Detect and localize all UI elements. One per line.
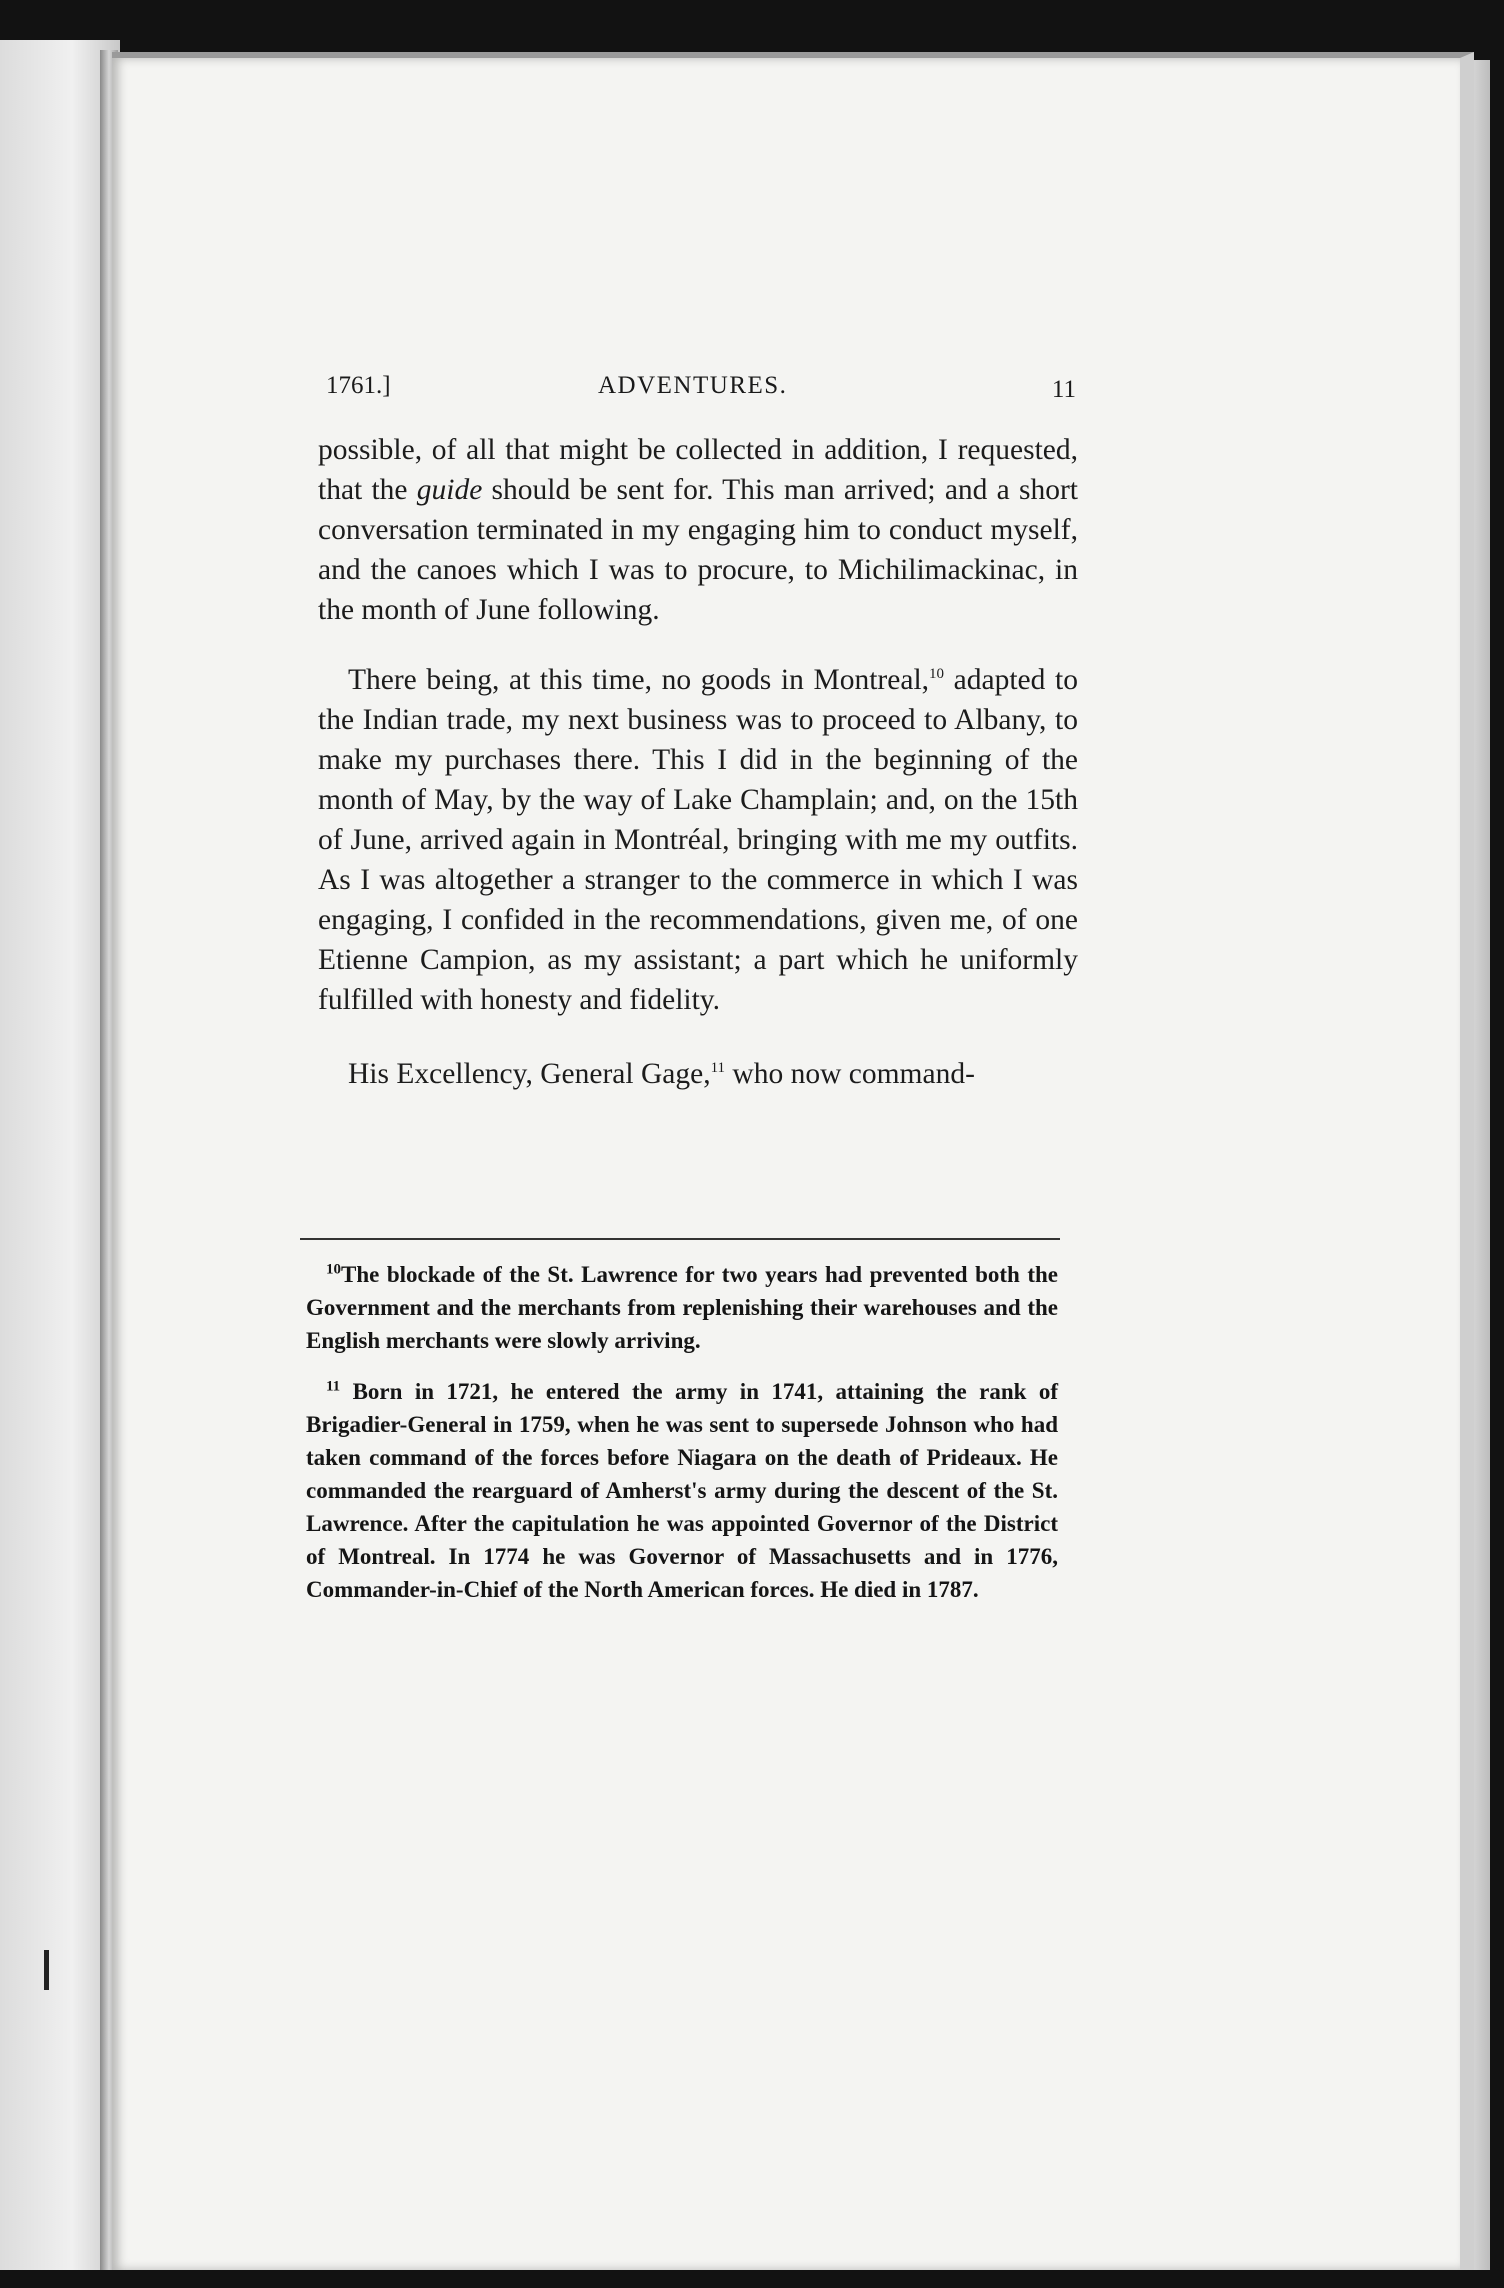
paragraph-3-text-b: who now command- [725, 1058, 975, 1090]
paragraph-3 [318, 1054, 1078, 1094]
footnote-11-number: 11 [326, 1378, 341, 1395]
footnote-ref-11: 11 [710, 1060, 726, 1077]
page-number: 11 [1051, 376, 1076, 403]
footnote-11-text: Born in 1721, he entered the army in 1741, attaining the rank of Brigadier-General in 1759, when he was sent to supersede Johnson who had taken command of the forces before Niagara on the death of Prideaux. He commanded the rearguard of Amherst's army during the descent of the St. Lawrence. After the capitulation he was appointed Governor of the District of Montreal. In 1774 he was Governor of Massachusetts and in 1776, Commander-in-Chief of the North American forces. He died in 1787. [306, 1379, 1058, 1602]
header-title: ADVENTURES. [598, 372, 788, 399]
paragraph-1-text-b: should be sent for. This man arrived; and a short conversation terminated in my engaging him to conduct myself, and the canoes which I was to procure, to Michilimackinac, in the month of June following. [318, 474, 1078, 626]
paragraph-2-text-a: There being, at this time, no goods in Montreal, [348, 664, 930, 696]
footnote-ref-10: 10 [929, 666, 945, 683]
paragraph-2-text-b: adapted to the Indian trade, my next business was to proceed to Albany, to make my purchases there. This I did in the beginning of the month of May, by the way of Lake Champlain; and, on the 15th of June, arrived again in Montréal, bringing with me my outfits. As I was altogether a stranger to the commerce in which I was engaging, I confided in the recommendations, given me, of one Etienne Campion, as my assistant; a part which he uniformly fulfilled with honesty and fidelity. [318, 664, 1078, 1016]
footnote-rule [300, 1238, 1060, 1240]
header-year: 1761.] [326, 372, 391, 399]
body-text [318, 430, 1078, 1094]
running-head [326, 372, 1076, 412]
paragraph-2 [318, 660, 1078, 1020]
paragraph-3-text-a: His Excellency, General Gage, [348, 1058, 711, 1090]
margin-mark [44, 1950, 49, 1990]
footnote-11 [306, 1375, 1058, 1606]
paragraph-1 [318, 430, 1078, 630]
paragraph-1-italic: guide [416, 474, 483, 506]
footnote-10 [306, 1258, 1058, 1357]
footnotes [306, 1258, 1058, 1606]
paragraph-1-text-a: possible, of all that might be collected in addition, I requested, that the [318, 434, 1078, 506]
footnote-10-number: 10 [326, 1261, 341, 1278]
footnote-10-text: The blockade of the St. Lawrence for two years had prevented both the Government and the merchants from replenishing their warehouses and the English merchants were slowly arriving. [306, 1262, 1058, 1353]
